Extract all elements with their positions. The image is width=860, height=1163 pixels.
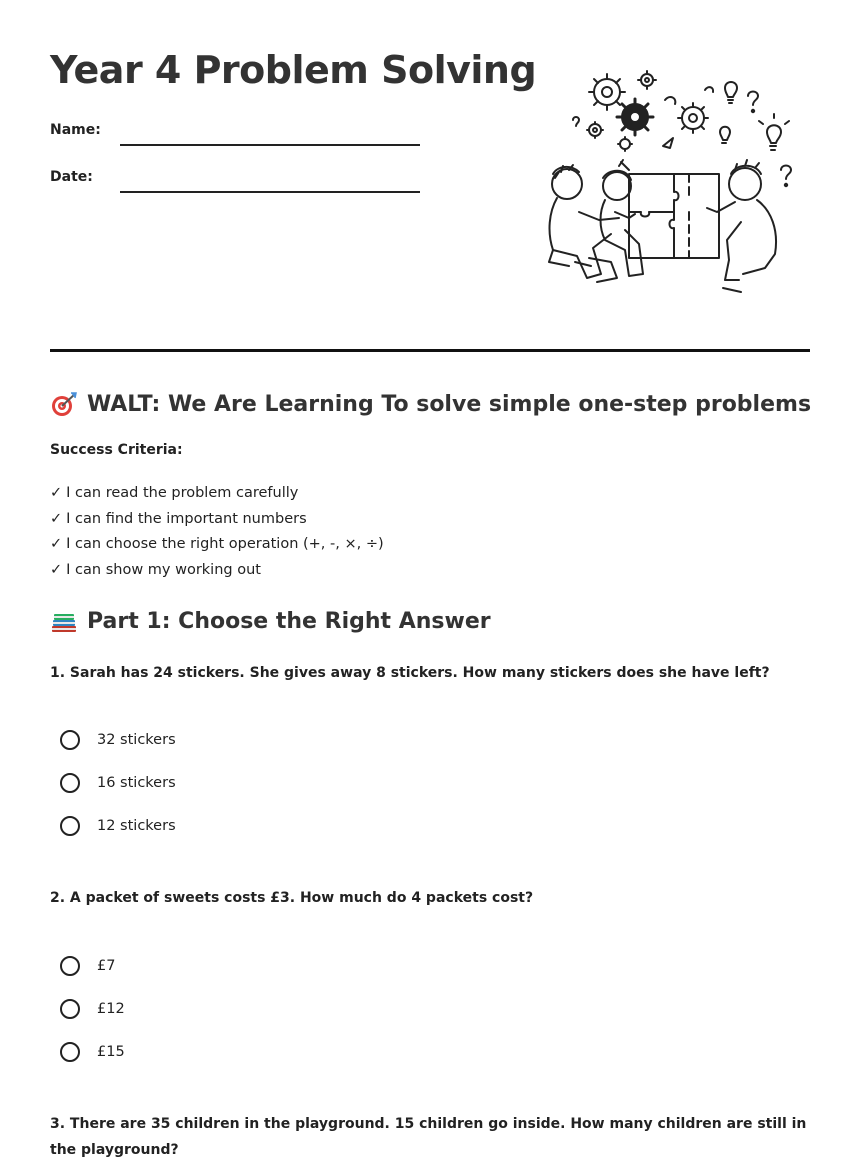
radio-button[interactable] (60, 999, 80, 1019)
date-write-line[interactable] (120, 191, 420, 193)
page-title: Year 4 Problem Solving (50, 48, 537, 92)
gear-icon (617, 99, 653, 135)
question-mark-icon (573, 117, 579, 126)
q1-option-3[interactable] (60, 813, 176, 839)
radio-button[interactable] (60, 956, 80, 976)
question-1: 1. Sarah has 24 stickers. She gives away 8 stickers. How many stickers does she have left? (50, 665, 770, 681)
success-criteria-list (50, 481, 384, 584)
q2-option-3[interactable] (60, 1039, 125, 1065)
part1-heading (50, 607, 491, 635)
radio-button[interactable] (60, 730, 80, 750)
question-mark-icon (748, 92, 758, 113)
radio-button[interactable] (60, 1042, 80, 1062)
question-3: 3. There are 35 children in the playground. 15 children go inside. How many children are still in the playground? (50, 1116, 807, 1158)
option-label: £15 (97, 1044, 125, 1060)
q2-option-1[interactable] (60, 953, 115, 979)
question-mark-icon (781, 166, 791, 187)
walt-heading-text: WALT: We Are Learning To solve simple one-step problems (87, 391, 812, 417)
date-field[interactable] (50, 169, 420, 199)
list-item (50, 507, 384, 533)
option-label: 16 stickers (97, 775, 176, 791)
list-item (50, 558, 384, 584)
puzzle-pieces-icon (629, 174, 719, 258)
name-write-line[interactable] (120, 144, 420, 146)
list-item (50, 532, 384, 558)
list-item (50, 481, 384, 507)
gear-icon (638, 71, 656, 89)
child-figure (707, 160, 776, 292)
tick-icon: ✓ (50, 510, 63, 527)
q1-option-2[interactable] (60, 770, 176, 796)
option-label: 32 stickers (97, 732, 176, 748)
child-figure (589, 171, 643, 282)
worksheet-page (50, 0, 810, 1161)
success-criteria-title: Success Criteria: (50, 442, 183, 458)
tick-icon: ✓ (50, 485, 63, 501)
gear-icon (618, 137, 632, 151)
books-icon (50, 607, 78, 635)
criteria-text: I can read the problem carefully (66, 485, 299, 501)
gear-icon (678, 103, 708, 133)
tick-icon: ✓ (50, 536, 63, 553)
date-label: Date: (50, 169, 93, 185)
option-label: 12 stickers (97, 818, 176, 834)
q2-option-2[interactable] (60, 996, 125, 1022)
name-field[interactable] (50, 122, 420, 152)
option-label: £7 (97, 958, 116, 974)
lightbulb-icon (725, 82, 737, 103)
walt-heading (50, 390, 811, 418)
lightbulb-icon (759, 114, 789, 150)
header-divider (50, 349, 810, 352)
gear-icon (589, 74, 625, 110)
question-2: 2. A packet of sweets costs £3. How much do 4 packets cost? (50, 890, 534, 906)
criteria-text: I can find the important numbers (66, 510, 307, 527)
children-puzzle-illustration (545, 62, 795, 307)
radio-button[interactable] (60, 773, 80, 793)
radio-button[interactable] (60, 816, 80, 836)
option-label: £12 (97, 1001, 125, 1017)
part1-heading-text: Part 1: Choose the Right Answer (87, 608, 491, 634)
criteria-text: I can choose the right operation (+, -, ×, ÷) (66, 536, 384, 553)
criteria-text: I can show my working out (66, 562, 261, 579)
q1-option-1[interactable] (60, 727, 176, 753)
tick-icon: ✓ (50, 562, 63, 579)
target-icon (50, 390, 78, 418)
name-label: Name: (50, 122, 101, 138)
gear-icon (587, 122, 603, 138)
lightbulb-icon (720, 127, 730, 143)
